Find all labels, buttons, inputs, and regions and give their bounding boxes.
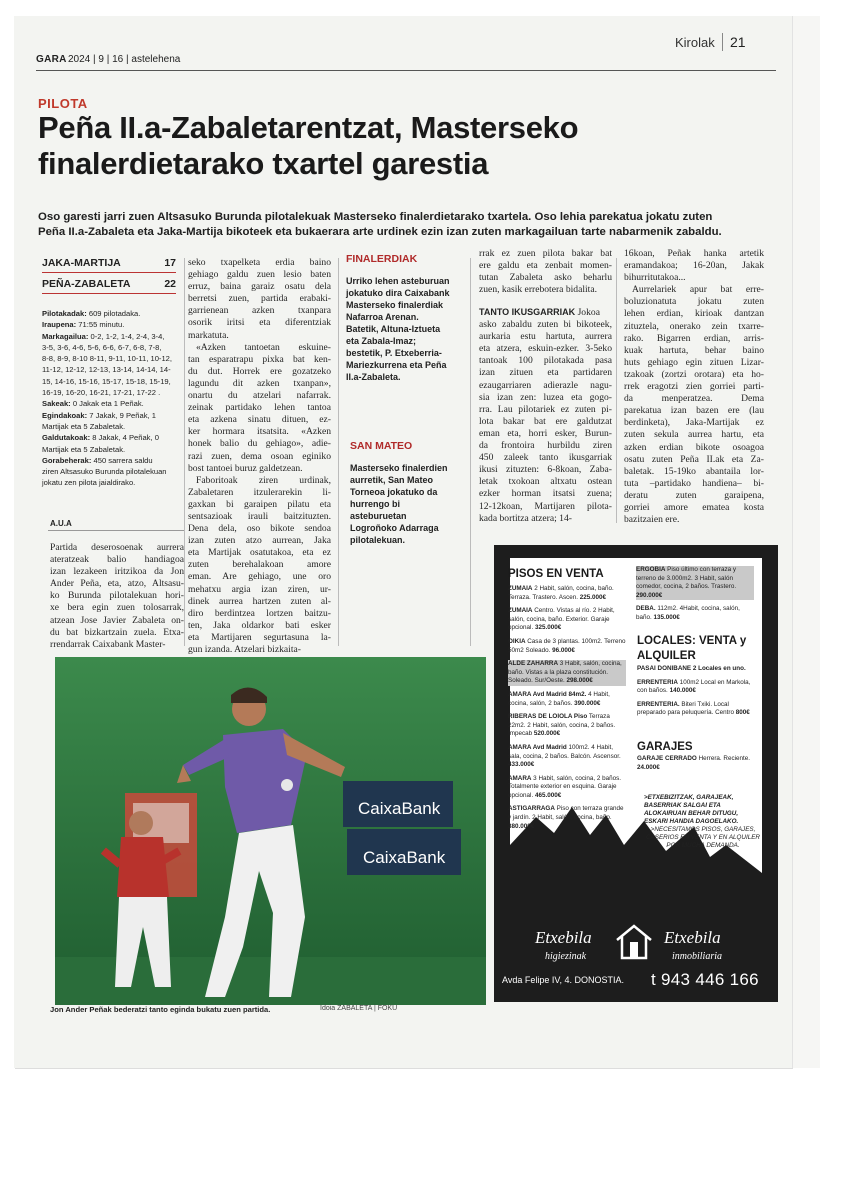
stat-label: Galdutakoak: (42, 433, 91, 443)
sidebar-line: asteburuetan (350, 511, 407, 521)
listing-description: Herrera. Reciente. (696, 755, 751, 762)
column-5-line: eramandakoa; 16-20an, Jakak (624, 260, 764, 272)
column-4-line: tantoak 100 pilotakada pasa (479, 355, 612, 367)
stat-value: 450 sarrera saldu (91, 455, 153, 465)
listing-description: 112m2. 4Habit, cocina, salón, baño. (636, 605, 740, 621)
listing-description: 3 Habit, salón, cocina, 2 baños. Totalmente exterior en esquina. Garaje opcional. (508, 774, 622, 799)
column-5-line: lehen erdian, kirioak dantzan (624, 308, 764, 320)
listing-price: 140.000€ (669, 687, 696, 695)
column-1-line: ko Burunda pilotalekuan hori- (50, 590, 184, 602)
column-rule (616, 258, 617, 523)
subhead-tanto-ikusgarriak: TANTO IKUSGARRIAK (479, 307, 576, 317)
ad-heading-locales: LOCALES: VENTA y ALQUILER (637, 635, 747, 662)
column-4-line: sia izan zen: luzea eta gogo- (479, 391, 612, 403)
article-lede (38, 210, 758, 240)
brand-logo-right-sub: inmobiliaria (672, 951, 723, 962)
stat-line (42, 410, 180, 421)
headline-line-2: finalerdietarako txartel garestia (38, 146, 489, 181)
listing-price: 290.000€ (636, 591, 663, 599)
listing-price: 24.000€ (637, 763, 660, 771)
score-row-team2 (42, 278, 176, 290)
sidebar-finalerdiak (346, 253, 468, 383)
body-column-2 (188, 257, 331, 656)
column-2-line: erruz, baina garaiz osatu dela (188, 281, 331, 293)
house-logo-icon (614, 922, 654, 962)
column-4-line: rra. Lau pilotariek ez zuten pi- (479, 403, 612, 415)
article-author: A.U.A (50, 519, 72, 528)
listing-price: 325.000€ (534, 624, 562, 632)
stat-value: 16-19, 16-20, 16-21, 17-21, 17-22 . (42, 388, 161, 398)
column-5-line: zuten sekula aurrea hartu, eta (624, 429, 764, 441)
listing-price: 433.000€ (508, 761, 535, 769)
brand-logo-left: Etxebila (535, 928, 592, 947)
sidebar-line: Masterseko finalerdiak (346, 300, 444, 310)
column-2-line: seko txapelketa erdia baino (188, 257, 331, 268)
listing-place: ASTIGARRAGA (508, 805, 555, 813)
column-2-line: Zabaletaren itzulerarekin li- (188, 486, 331, 498)
stat-label: Pilotakadak: (42, 309, 87, 318)
sidebar-line: Urriko lehen asteburuan (346, 276, 450, 286)
stat-line (42, 319, 180, 330)
team1-name: JAKA-MARTIJA (42, 257, 121, 269)
listing-description: Centro. Vistas al río. 2 Habit, salón, cocina, baño. Exterior. Garaje opcional. (508, 607, 615, 632)
sidebar-title: FINALERDIAK (346, 253, 418, 265)
ad-listing (508, 805, 626, 831)
stat-value: ziren Altsasuko Burunda pilotalekuan (42, 467, 167, 477)
match-photo (55, 657, 486, 1005)
stat-value: Martijak eta 5 Zabaletak. (42, 444, 126, 454)
column-2-line: dinek aurrea hartzen zuten al- (188, 595, 331, 607)
stat-line (42, 432, 180, 443)
listing-place: ERRENTERIA (637, 678, 678, 686)
listing-description: 100m2 Local en Markola, con baños. (637, 678, 751, 695)
ad-listing (508, 744, 626, 770)
listing-description: Terraza 22m2. 2 Habit, salón, cocina, 2 baños. Impecab (508, 713, 616, 738)
stat-value: 0 Jakak eta 1 Peñak. (70, 399, 144, 409)
stat-label: Markagailua: (42, 331, 89, 341)
column-5-line: rako. Bigarren erdian, arris- (624, 332, 764, 344)
sidebar-text (346, 275, 468, 383)
column-5-line: Aurrelariek apur bat erre- (632, 284, 764, 296)
stat-value: 609 pilotadaka. (86, 309, 141, 318)
listing-description: Casa de 3 plantas. 100m2. Terreno 50m2 Soleado. (508, 637, 626, 654)
listing-place: PASAI DONIBANE 2 Locales en uno. (637, 665, 746, 672)
column-2-line: diro berdintzea lortzen baitzu- (188, 607, 331, 619)
column-2-line: eta Martijaren segurtasuna la- (188, 631, 331, 643)
ad-listing (508, 775, 626, 801)
column-5-line: bazitzaien ere. (624, 514, 680, 526)
column-1-line: izan lezakeen iritzikoa da Jon (50, 566, 184, 578)
column-1-line: rrendarrak Caixabank Master- (50, 638, 166, 650)
score-row-team1 (42, 257, 176, 269)
stat-value: 3-5, 3-6, 4-6, 5-6, 6-6, 6-7, 6-8, 7-8, (42, 342, 162, 352)
column-2-line: bost tantoei buruz galdetzean. (188, 462, 303, 474)
stat-line (42, 364, 180, 375)
brand-logo-left-sub: higiezinak (545, 951, 587, 962)
listing-place: RIBERAS DE LOIOLA Piso (508, 713, 588, 721)
sidebar-line: aurretik, San Mateo (350, 475, 434, 485)
column-5-line: huts gehiago egin zituen Lizar- (624, 356, 764, 368)
stat-label: Gorabeherak: (42, 455, 92, 465)
stat-label: Sakeak: (42, 399, 71, 409)
issue-date: 2024 | 9 | 16 | astelehena (68, 54, 181, 65)
column-5-line: tzakoak (zortzi orotara) eta ho- (624, 368, 764, 380)
ad-list-garajes (637, 755, 755, 777)
stat-line (42, 387, 180, 398)
column-2-line: gehiago galdu zuen lesio baten (188, 269, 331, 281)
column-2-line: gaxkan bi garaipen pilatu eta (188, 498, 331, 510)
stat-value: 8-8, 8-9, 8-10 8-11, 9-11, 10-11, 10-12, (42, 354, 173, 364)
column-2-line: Dena dela, oso bikote sendoa (188, 523, 331, 535)
column-4-line: izan zituen eta partidaren (479, 367, 612, 379)
listing-place: ERGOBIA (636, 566, 666, 573)
column-4-line: eman eta, horri esker, Burun- (479, 427, 612, 439)
sidebar-line: hurrengo bi (350, 499, 400, 509)
column-4-line: tutan Zabaleta asko beharlu (479, 272, 612, 284)
listing-price: 390.000€ (574, 699, 601, 707)
team2-name: PEÑA-ZABALETA (42, 278, 131, 290)
banner-text-2: CaixaBank (363, 848, 446, 867)
body-column-4 (479, 306, 612, 525)
column-1-line: xe bera egin zuen tolosarrak, (50, 602, 184, 614)
article-kicker: PILOTA (38, 96, 88, 111)
column-5-line: tuta –partidako handiena– bi- (624, 477, 764, 489)
column-4-line: da frontoira hurbildu ziren (479, 440, 612, 452)
listing-place: AMARA Avd Madrid 84m2. (508, 690, 587, 698)
column-5-line: baletak. 15-19ko abantaila lor- (624, 465, 764, 477)
article-headline (38, 110, 758, 182)
column-1-line: ateratzeak balio handiagoa (50, 554, 184, 566)
column-5-line: berdinketa), Jaka-Martijak ez (624, 417, 764, 429)
column-2-line: berretsi zuen, partida erabaki- (188, 293, 331, 305)
stat-value: 8 Jakak, 4 Peñak, 0 (90, 433, 159, 443)
page-number: 21 (730, 34, 746, 50)
ad-listing (508, 607, 626, 633)
photo-illustration (55, 657, 486, 1005)
ad-promo-basque: >ETXEBIZITZAK, GARAJEAK, BASERRIAK SALGAI ETA ALOKAIRUAN BEHAR DITUGU, ESKARI HANDIA DAGOELAKO. (644, 794, 739, 825)
stat-line (42, 342, 180, 353)
ad-listing (508, 638, 626, 655)
column-2-line: Faboritoak ziren urdinak, (196, 474, 331, 486)
ad-listing (508, 660, 626, 686)
sidebar-line: pilotalekuan. (350, 535, 406, 545)
listing-price: 96.000€ (552, 646, 575, 654)
sidebar-san-mateo (350, 440, 470, 546)
listing-place: AMARA Avd Madrid (508, 743, 567, 751)
column-4-line: 12-12koan, Martijaren pilota- (479, 500, 612, 512)
ad-listing (508, 585, 626, 602)
listing-price: 135.000€ (653, 613, 680, 621)
column-2-line: markatuta. (188, 329, 229, 341)
subhead-continuation: Jokoa (575, 307, 600, 318)
stat-label: Egindakoak: (42, 410, 88, 420)
column-5-line: azken erdian bikote osoagoa (624, 441, 764, 453)
ad-listing (637, 665, 755, 674)
stat-line (42, 444, 180, 455)
column-2-line: ten, Jaka oldarkor bati esker (188, 619, 331, 631)
column-5-line: osatu zuten Peña II.ak eta Za- (624, 453, 764, 465)
ad-heading-pisos: PISOS EN VENTA (508, 568, 604, 580)
sidebar-line: II.a-Zabaleta. (346, 372, 401, 382)
column-2-line: eta Martijak osatutakoa, eta ez (188, 547, 331, 559)
column-2-line: razi zuen, dema osoan eginiko (188, 450, 331, 462)
listing-description: 3 Habit, salón, cocina, baño. Vistas a la plaza constitución. Soleado. Sur/Oeste. (508, 660, 622, 685)
listing-place: ERRENTERIA. (637, 700, 680, 708)
ad-phone: t 943 446 166 (651, 970, 759, 989)
column-5-line: boluzionatuta jokatu zuten (624, 296, 764, 308)
column-4-line: eta atzera, eskuin-ezker. 3-5eko (479, 343, 612, 355)
column-2-line: onartu du atzelari nafarrak. (188, 390, 331, 402)
column-4-line: lota bakar bat ere galdutzat (479, 415, 612, 427)
brand-logo-right: Etxebila (664, 928, 721, 947)
column-2-line: honek balio du gehiago», adie- (188, 438, 331, 450)
stat-label: Iraupena: (42, 320, 77, 330)
ad-heading-garajes: GARAJES (637, 741, 693, 753)
listing-description: Biteri Txiki. Local preparado para peluquería. Centro (637, 700, 736, 717)
paper-name: GARA (36, 54, 67, 65)
team1-score: 17 (164, 257, 176, 269)
ad-promo-spanish: >NECESITAMOS PISOS, GARAJES, CASERIOS EN VENTA Y EN ALQUILER POR MUCHA DEMANDA. (646, 826, 760, 849)
sidebar-line: Logroñoko Adarraga (350, 523, 439, 533)
ad-list-locales (637, 665, 755, 723)
section-name: Kirolak (675, 35, 715, 50)
stat-line (42, 331, 180, 342)
banner-text-1: CaixaBank (358, 799, 441, 818)
stat-line (42, 421, 180, 432)
lede-line-1: Oso garesti jarri zuen Altsasuko Burunda pilotalekuak Masterseko finalerdietarako txartela. Oso lehia parekatua jokatu zuten (38, 211, 713, 223)
listing-price: 380.000€ (508, 822, 535, 830)
listing-description: 100m2. 4 Habit, sala, cocina, 2 baños. Balcón. Ascensor. (508, 743, 621, 760)
stat-line (42, 398, 180, 409)
column-4-line: ezaugarriaren adierazle nagu- (479, 379, 612, 391)
stat-value: 0-2, 1-2, 1-4, 2-4, 3-4, (88, 331, 165, 341)
stat-line (42, 477, 180, 488)
listing-place: GARAJE CERRADO (637, 755, 697, 762)
score-divider (42, 272, 176, 273)
sidebar-line: Nafarroa Arenan. (346, 312, 419, 322)
column-4-line: 450 zaleek tanto ikusgarriak (479, 452, 612, 464)
listing-price: 465.000€ (534, 791, 562, 799)
sidebar-line: eta Zabala-Imaz; (346, 336, 417, 346)
listing-place: DEBA. (636, 605, 656, 613)
listing-description: 4 Habit, cocina, salón, 2 baños. (508, 690, 610, 707)
sidebar-title: SAN MATEO (350, 440, 413, 452)
stat-value: jokatu zen pilota jaialdirako. (42, 478, 136, 488)
column-2-line: lagundu dit azken txanpan», (188, 377, 331, 389)
column-2-line: eman. Are gehiago, une oro (188, 571, 331, 583)
column-5-line: kuak hartuta, behar baino (624, 344, 764, 356)
ad-listing (636, 566, 754, 600)
column-4-line: rrak ez zuen pilota bakar bat (479, 248, 612, 259)
column-rule (338, 258, 339, 646)
column-1-line: du bat bizkartzain zuela. Etxa- (50, 626, 184, 638)
listing-place: ZUMAIA (508, 607, 533, 615)
column-5-line: bihurritutakoa... (624, 272, 686, 284)
column-2-line: mehatxu argia izan ziren, ur- (188, 583, 331, 595)
listing-place: ALDE ZAHARRA (508, 660, 559, 668)
column-2-line: izan zuten atzo aurrean, Jaka (188, 535, 331, 547)
column-5-line: parekatua izan bazen ere (lau (624, 405, 764, 417)
column-4-line: zuen, kasik errebotera bidalita. (479, 284, 598, 296)
stat-value: 15, 14-16, 15-16, 15-17, 15-18, 15-19, (42, 376, 171, 386)
ad-list-right (636, 566, 754, 628)
listing-place: AMARA (508, 774, 532, 782)
sidebar-text (350, 462, 470, 546)
column-5-line: gorriei amore ematea kosta (624, 501, 764, 513)
body-column-5 (624, 248, 764, 526)
ad-listing (637, 755, 755, 772)
sidebar-line: bestetik, P. Etxeberria- (346, 348, 442, 358)
lede-line-2: Peña II.a-Zabaleta eta Jaka-Martija bikoteek eta bukaerara arte urdinek ezin izan zuten markagailuan tarte nabarmenik zabaldu. (38, 226, 722, 238)
column-4-line: aurkaria estu hartuta, aurrera (479, 331, 612, 343)
header-rule (36, 70, 776, 71)
column-5-line: deratu zuten garaipena, (624, 489, 764, 501)
column-1-line: Ander Peña, eta, atzo, Altsasu- (50, 578, 184, 590)
column-2-line: ker hormara itsatsita. «Azken (188, 426, 331, 438)
column-rule (184, 258, 185, 646)
listing-price: 800€ (735, 709, 750, 717)
listing-place: ZUMAIA (508, 585, 533, 592)
stat-line (42, 376, 180, 387)
sidebar-line: Mariezkurrena eta Peña (346, 360, 447, 370)
column-2-line: du dut. Horrek ere gozatzeko (188, 365, 331, 377)
listing-description: Piso último con terraza y terreno de 3.000m2. 3 Habit, salón comedor, cocina, 2 baños. Trastero. (636, 566, 737, 591)
column-2-line: garrienean azken txanpara (188, 305, 331, 317)
column-2-line: zeinak partidako lehen tantoa (188, 402, 331, 414)
stat-line (42, 353, 180, 364)
sidebar-line: Masterseko finalerdien (350, 463, 448, 473)
column-2-line: «Azken tantoetan eskuine- (196, 341, 331, 353)
ad-listing (637, 701, 755, 718)
column-5-line: da menperatzea. Dema (624, 393, 764, 405)
ad-address: Avda Felipe IV, 4. DONOSTIA. (502, 975, 625, 985)
listing-price: 225.000€ (579, 593, 607, 601)
column-5-line: zituztela, onerako zein txarre- (624, 320, 764, 332)
ad-listing (508, 691, 626, 708)
photo-caption: Jon Ander Peñak bederatzi tanto eginda bukatu zuen partida. (50, 1005, 271, 1014)
listing-price: 298.000€ (566, 677, 593, 685)
stat-value: 11-12, 12-12, 12-13, 13-14, 14-14, 14- (42, 365, 171, 375)
column-4-line: ikusi zituzten: 6-8koan, Zaba- (479, 464, 612, 476)
column-4-line: ere galdu eta zenbait momen- (479, 260, 612, 272)
column-4-line: asko zabaldu zuten bi bikoteek, (479, 319, 612, 331)
column-4-line: kada bortitza atzera; 14- (479, 512, 572, 524)
ad-listing (508, 713, 626, 739)
column-2-line: gun izanda. Atzelari bizkaita- (188, 644, 301, 655)
column-2-line: osorik iritsi eta diferentziak (188, 317, 331, 329)
listing-description: 2 Habit, salón, cocina, baño. Terraza. Trastero. Ascen. (508, 585, 614, 601)
body-column-1 (50, 542, 184, 651)
column-2-line: tan esparatrapu pixka bat ken- (188, 353, 331, 365)
sidebar-line: jokatuko dira Caixabank (346, 288, 450, 298)
ad-list-left (508, 585, 626, 836)
header-separator (722, 33, 723, 51)
stat-line (42, 308, 180, 319)
column-4-line: ezker horman itsatsi zuena; (479, 488, 612, 500)
column-4-text (479, 319, 612, 525)
listing-place: OIKIA (508, 637, 526, 645)
photo-credit: Idoia ZABALETA | FOKU (320, 1005, 398, 1012)
sidebar-line: Batetik, Altuna-Iztueta (346, 324, 441, 334)
match-stats (42, 308, 180, 489)
stat-value: Martijak eta 5 Zabaletak. (42, 421, 126, 431)
listing-price: 520.000€ (533, 730, 561, 738)
adjacent-page-edge (792, 16, 820, 1068)
stat-value: 71:55 minutu. (76, 320, 125, 330)
column-5-line: rrek eragotzi zien gorriei parti- (624, 381, 764, 393)
headline-line-1: Peña II.a-Zabaletarentzat, Masterseko (38, 110, 579, 145)
sidebar-line: Torneoa jokatuko da (350, 487, 438, 497)
listing-description: Piso con terraza grande y jardín. 2 Habit, salón, cocina, baño. (508, 805, 624, 822)
column-1-line: Partida deserosoenak aurrera (50, 542, 184, 553)
author-rule (48, 530, 184, 531)
ad-listing (636, 605, 754, 622)
column-1-line: atzean Jose Javier Zabaleta on- (50, 614, 184, 626)
stat-line (42, 455, 180, 466)
column-2-line: zuten berehalakoan amore (188, 559, 331, 571)
stat-line (42, 466, 180, 477)
score-divider-bottom (42, 293, 176, 294)
column-2-line: eta azkena sinatu dituen, ez- (188, 414, 331, 426)
body-column-4-top (479, 248, 612, 296)
column-rule (470, 258, 471, 646)
column-5-line: 16koan, Peñak hanka artetik (624, 248, 764, 259)
column-4-line: letak txokoan altxatu ostean (479, 476, 612, 488)
team2-score: 22 (164, 278, 176, 290)
stat-value: 7 Jakak, 9 Peñak, 1 (87, 410, 156, 420)
ad-listing (637, 679, 755, 696)
subhead-line (479, 306, 612, 319)
column-2-line: sentsazioak irauli baitzituzten. (188, 510, 331, 522)
